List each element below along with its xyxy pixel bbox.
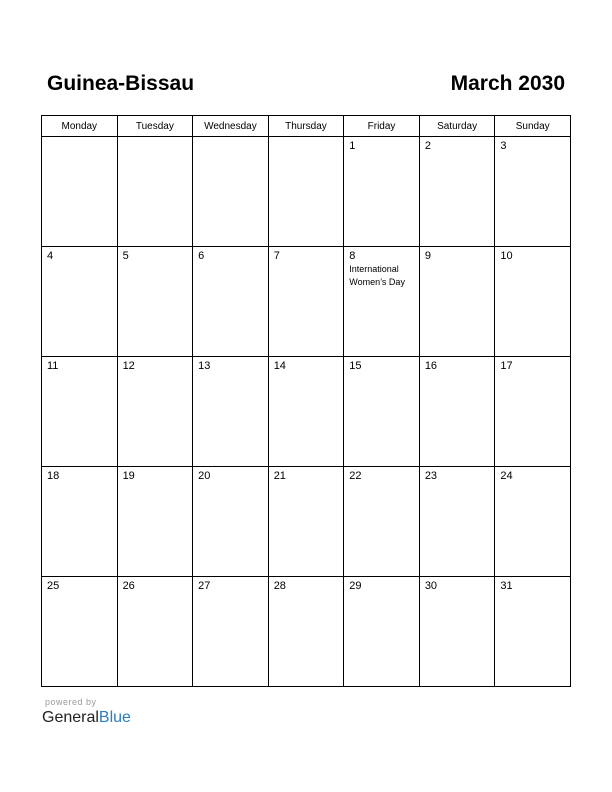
brand-blue-text: Blue: [98, 709, 131, 726]
day-number: 1: [349, 140, 356, 152]
week-row: [42, 137, 571, 247]
day-number: 2: [424, 140, 431, 152]
day-cell: [42, 247, 118, 357]
day-cell: [419, 577, 495, 687]
day-cell: [117, 357, 193, 467]
day-number: [193, 137, 268, 140]
day-number: 17: [500, 360, 513, 372]
weekday-header: Monday: [42, 116, 118, 137]
day-number: 24: [500, 470, 513, 482]
day-cell: [344, 577, 420, 687]
week-row: [42, 467, 571, 577]
calendar-grid: [41, 115, 571, 687]
day-number: 5: [122, 250, 129, 262]
day-number: 25: [47, 580, 60, 592]
brand-general-text: General: [42, 709, 99, 726]
weekday-header-row: [42, 116, 571, 137]
day-cell: [268, 467, 344, 577]
holiday-label: International Women’s Day: [349, 264, 405, 287]
day-number: 8: [349, 250, 356, 262]
day-cell: [344, 137, 420, 247]
day-number: [118, 137, 193, 140]
footer-branding: [42, 697, 131, 728]
country-title: Guinea-Bissau: [47, 72, 195, 95]
day-number: 13: [198, 360, 211, 372]
day-number: 9: [424, 250, 431, 262]
weekday-header: Tuesday: [117, 116, 193, 137]
day-number: 30: [424, 580, 438, 592]
day-cell: [344, 467, 420, 577]
day-number: 23: [424, 470, 438, 482]
day-cell: [495, 467, 571, 577]
day-cell: [495, 357, 571, 467]
day-cell: [193, 467, 269, 577]
day-cell: [42, 357, 118, 467]
day-number: 16: [424, 360, 438, 372]
day-number: 15: [349, 360, 362, 372]
day-number: 20: [198, 470, 211, 482]
day-number: 26: [122, 580, 135, 592]
day-cell: [193, 577, 269, 687]
day-number: 12: [122, 360, 135, 372]
day-cell: [419, 137, 495, 247]
day-cell: [344, 357, 420, 467]
day-number: 27: [198, 580, 211, 592]
day-cell: [42, 137, 118, 247]
day-cell: [42, 467, 118, 577]
day-cell: [193, 137, 269, 247]
generalblue-logo: [42, 708, 131, 728]
day-cell: [42, 577, 118, 687]
day-number: [42, 137, 117, 140]
day-cell: [419, 467, 495, 577]
day-cell: [193, 247, 269, 357]
day-cell: [117, 247, 193, 357]
weekday-header: Saturday: [419, 116, 495, 137]
day-cell: [268, 357, 344, 467]
day-number: 22: [349, 470, 362, 482]
week-row: [42, 357, 571, 467]
day-number: 28: [273, 580, 286, 592]
day-cell: [495, 247, 571, 357]
day-number: 21: [273, 470, 286, 482]
day-number: 4: [47, 250, 54, 262]
day-cell: [117, 137, 193, 247]
day-cell: [117, 577, 193, 687]
day-number: 19: [122, 470, 135, 482]
day-cell: [268, 247, 344, 357]
weekday-header: Sunday: [495, 116, 571, 137]
day-cell: [419, 357, 495, 467]
day-cell: [268, 577, 344, 687]
day-cell: [117, 467, 193, 577]
day-number: 6: [198, 250, 205, 262]
powered-by-text: powered by: [45, 697, 97, 707]
day-number: 11: [47, 360, 59, 372]
day-number: 18: [47, 470, 60, 482]
day-cell: [495, 577, 571, 687]
day-number: 29: [349, 580, 362, 592]
month-year-title: March 2030: [450, 72, 565, 95]
weekday-header: Friday: [344, 116, 420, 137]
day-number: 14: [273, 360, 286, 372]
day-number: 7: [273, 250, 280, 262]
day-cell: [495, 137, 571, 247]
day-cell: [193, 357, 269, 467]
weekday-header: Thursday: [268, 116, 344, 137]
weekday-header: Wednesday: [193, 116, 269, 137]
day-number: 31: [500, 580, 513, 592]
day-number: [269, 137, 344, 140]
day-number: 3: [500, 140, 507, 152]
day-cell: [268, 137, 344, 247]
day-cell: [419, 247, 495, 357]
day-cell: [344, 247, 420, 357]
week-row: [42, 247, 571, 357]
day-number: 10: [500, 250, 513, 262]
week-row: [42, 577, 571, 687]
